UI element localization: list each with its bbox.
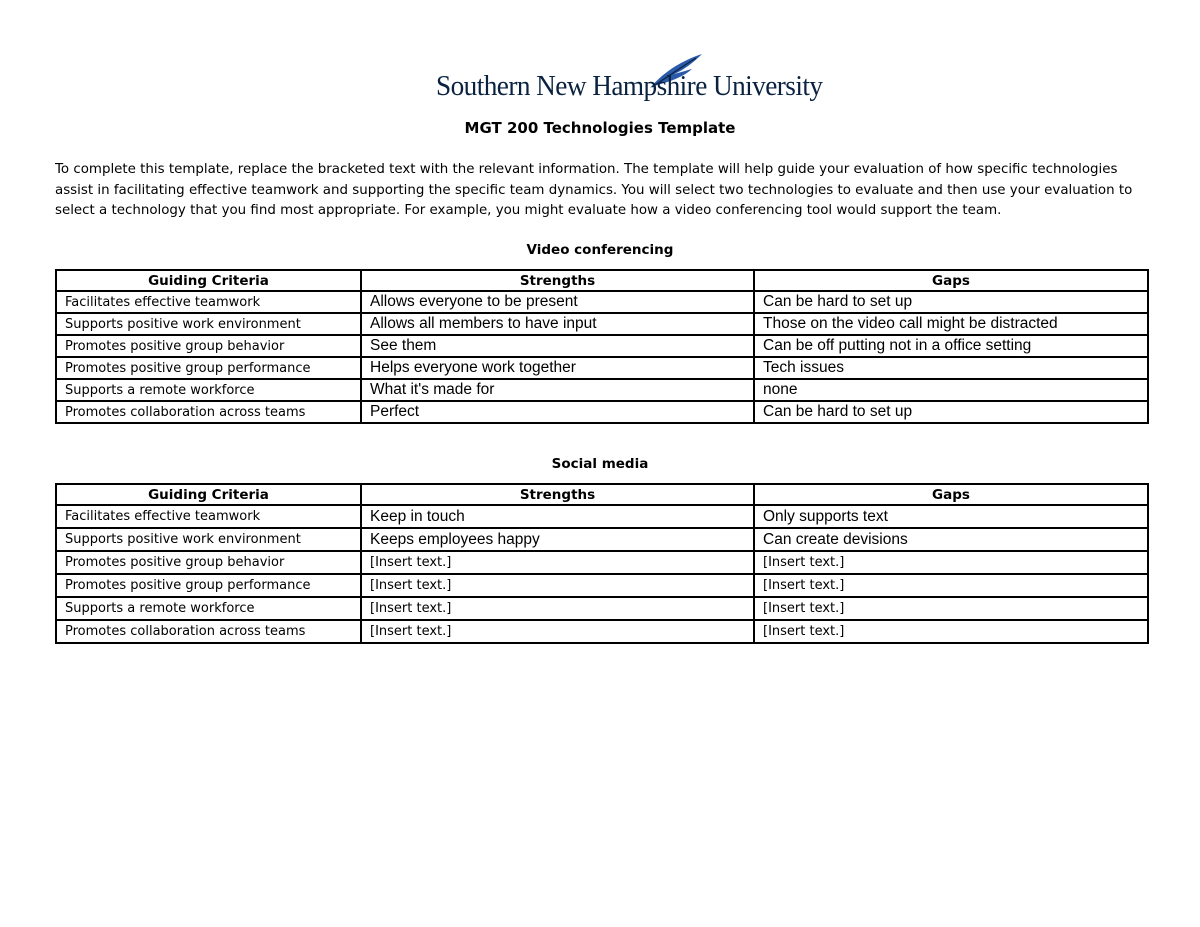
criteria-cell: Supports positive work environment <box>56 313 361 335</box>
table-row <box>56 505 1148 528</box>
column-header-gaps: Gaps <box>754 270 1148 291</box>
table-row <box>56 357 1148 379</box>
evaluation-table-video <box>55 269 1149 424</box>
table-row <box>56 528 1148 551</box>
criteria-cell: Promotes collaboration across teams <box>56 401 361 423</box>
gaps-cell[interactable]: [Insert text.] <box>754 597 1148 620</box>
column-header-strengths: Strengths <box>361 484 754 505</box>
gaps-cell[interactable]: Only supports text <box>754 505 1148 528</box>
section-heading-video: Video conferencing <box>526 242 674 258</box>
logo-wordmark: Southern New Hampshire University <box>436 70 823 102</box>
gaps-cell[interactable]: Can be off putting not in a office setting <box>754 335 1148 357</box>
criteria-cell: Promotes collaboration across teams <box>56 620 361 643</box>
gaps-cell[interactable]: Can be hard to set up <box>754 401 1148 423</box>
gaps-cell[interactable]: Those on the video call might be distracted <box>754 313 1148 335</box>
column-header-gaps: Gaps <box>754 484 1148 505</box>
gaps-cell[interactable]: Can be hard to set up <box>754 291 1148 313</box>
strengths-cell[interactable]: Keep in touch <box>361 505 754 528</box>
gaps-cell[interactable]: [Insert text.] <box>754 620 1148 643</box>
table-header-row <box>56 270 1148 291</box>
criteria-cell: Promotes positive group performance <box>56 357 361 379</box>
criteria-cell: Facilitates effective teamwork <box>56 291 361 313</box>
strengths-cell[interactable]: [Insert text.] <box>361 574 754 597</box>
strengths-cell[interactable]: [Insert text.] <box>361 620 754 643</box>
strengths-cell[interactable]: What it's made for <box>361 379 754 401</box>
table-row <box>56 379 1148 401</box>
intro-paragraph: To complete this template, replace the bracketed text with the relevant information. The template will help guide your evaluation of how specific technologies assist in facilitating effective teamwork and supporting the specific team dynamics. You will select two technologies to evaluate and then use your evaluation to select a technology that you find most appropriate. For example, you might evaluate how a video conferencing tool would support the team. <box>55 162 1133 218</box>
strengths-cell[interactable]: Allows all members to have input <box>361 313 754 335</box>
strengths-cell[interactable]: Perfect <box>361 401 754 423</box>
university-logo <box>432 52 823 106</box>
criteria-cell: Supports a remote workforce <box>56 597 361 620</box>
strengths-cell[interactable]: [Insert text.] <box>361 551 754 574</box>
criteria-cell: Promotes positive group performance <box>56 574 361 597</box>
strengths-cell[interactable]: Helps everyone work together <box>361 357 754 379</box>
table-row <box>56 597 1148 620</box>
column-header-criteria: Guiding Criteria <box>56 270 361 291</box>
strengths-cell[interactable]: Allows everyone to be present <box>361 291 754 313</box>
gaps-cell[interactable]: [Insert text.] <box>754 574 1148 597</box>
table-row <box>56 401 1148 423</box>
column-header-criteria: Guiding Criteria <box>56 484 361 505</box>
gaps-cell[interactable]: [Insert text.] <box>754 551 1148 574</box>
table-row <box>56 335 1148 357</box>
criteria-cell: Supports a remote workforce <box>56 379 361 401</box>
gaps-cell[interactable]: none <box>754 379 1148 401</box>
strengths-cell[interactable]: Keeps employees happy <box>361 528 754 551</box>
criteria-cell: Promotes positive group behavior <box>56 335 361 357</box>
document-title: MGT 200 Technologies Template <box>464 119 736 137</box>
criteria-cell: Supports positive work environment <box>56 528 361 551</box>
criteria-cell: Promotes positive group behavior <box>56 551 361 574</box>
table-row <box>56 551 1148 574</box>
table-row <box>56 620 1148 643</box>
table-row <box>56 574 1148 597</box>
section-heading-social: Social media <box>551 456 649 472</box>
table-row <box>56 291 1148 313</box>
table-row <box>56 313 1148 335</box>
strengths-cell[interactable]: See them <box>361 335 754 357</box>
evaluation-table-social <box>55 483 1149 644</box>
criteria-cell: Facilitates effective teamwork <box>56 505 361 528</box>
gaps-cell[interactable]: Can create devisions <box>754 528 1148 551</box>
strengths-cell[interactable]: [Insert text.] <box>361 597 754 620</box>
column-header-strengths: Strengths <box>361 270 754 291</box>
table-header-row <box>56 484 1148 505</box>
gaps-cell[interactable]: Tech issues <box>754 357 1148 379</box>
